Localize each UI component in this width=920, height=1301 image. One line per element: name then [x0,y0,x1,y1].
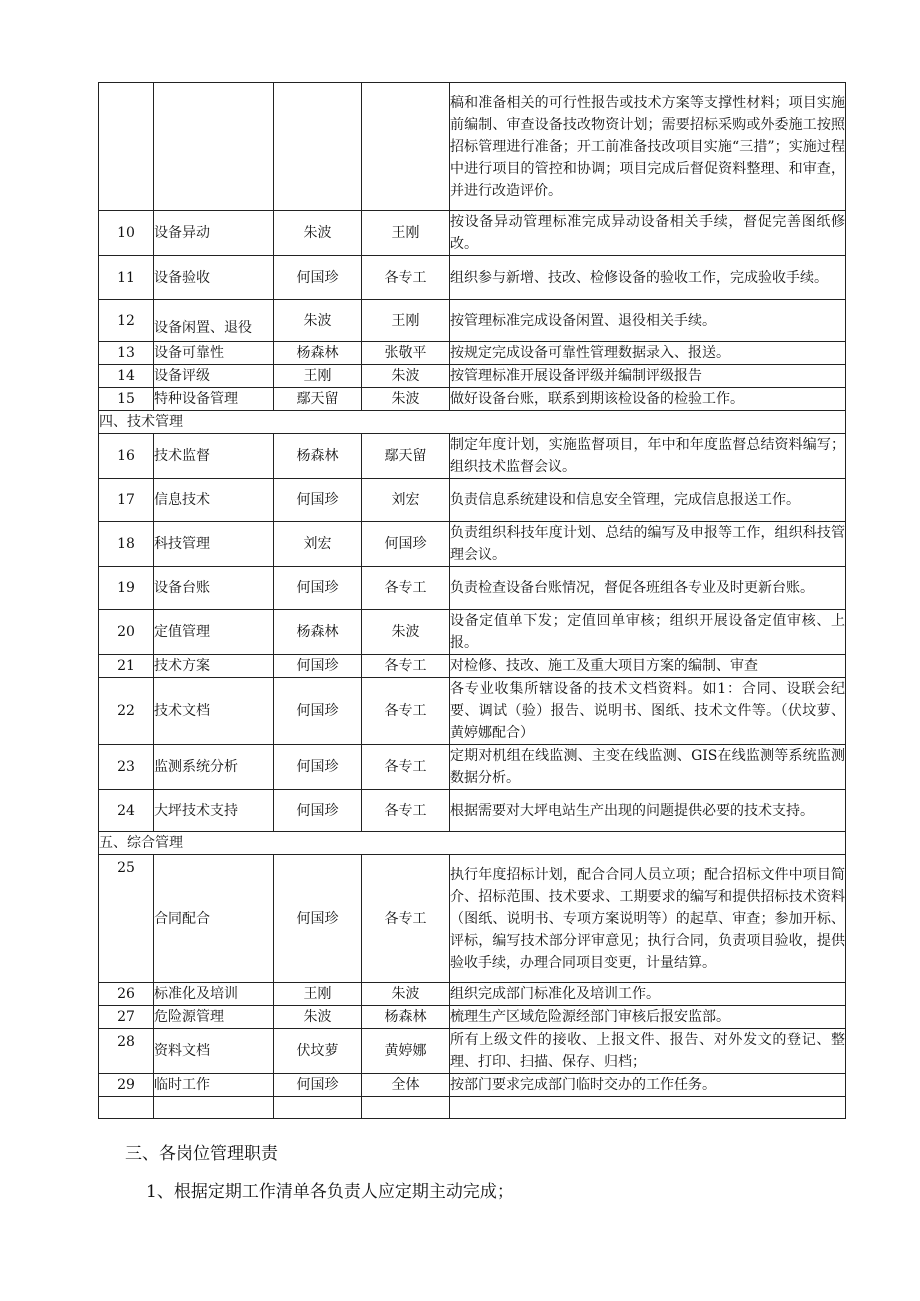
responsible-person: 鄢天留 [274,388,362,411]
assistant-person: 各专工 [362,655,450,678]
assistant-person: 各专工 [362,678,450,745]
duty-description: 设备定值单下发；定值回单审核；组织开展设备定值审核、上报。 [450,610,846,655]
responsible-person: 伏坟萝 [274,1029,362,1074]
duty-description: 根据需要对大坪电站生产出现的问题提供必要的技术支持。 [450,790,846,832]
section-row [99,411,846,434]
duty-description: 执行年度招标计划，配合合同人员立项；配合招标文件中项目简介、招标范围、技术要求、工期要求的编写和提供招标技术资料（图纸、说明书、专项方案说明等）的起草、审查；参加开标、评标，编写技术部分评审意见；执行合同，负责项目验收，提供验收手续，办理合同项目变更，计量结算。 [450,855,846,983]
table-row [99,655,846,678]
table-row [99,745,846,790]
assistant-person: 朱波 [362,983,450,1006]
row-number: 18 [99,522,154,567]
table-row [99,211,846,256]
assistant-person: 黄婷娜 [362,1029,450,1074]
assistant-person: 杨森林 [362,1006,450,1029]
table-row [99,1029,846,1074]
responsible-person: 何国珍 [274,479,362,522]
duty-description: 组织参与新增、技改、检修设备的验收工作，完成验收手续。 [450,256,846,300]
duty-item: 资料文档 [154,1029,274,1074]
table-row [99,479,846,522]
duty-description: 做好设备台账，联系到期该检设备的检验工作。 [450,388,846,411]
duty-description: 按管理标准完成设备闲置、退役相关手续。 [450,300,846,342]
row-number: 14 [99,365,154,388]
duty-description: 负责组织科技年度计划、总结的编写及申报等工作，组织科技管理会议。 [450,522,846,567]
duty-description: 负责信息系统建设和信息安全管理，完成信息报送工作。 [450,479,846,522]
row-number: 23 [99,745,154,790]
duty-description: 所有上级文件的接收、上报文件、报告、对外发文的登记、整理、打印、扫描、保存、归档； [450,1029,846,1074]
row-number: 15 [99,388,154,411]
table-row [99,342,846,365]
assistant-person: 各专工 [362,256,450,300]
table-row [99,1006,846,1029]
assistant-person: 朱波 [362,610,450,655]
row-number: 12 [99,300,154,342]
table-row [99,790,846,832]
table-row [99,678,846,745]
row-number: 17 [99,479,154,522]
duty-item: 信息技术 [154,479,274,522]
table-row [99,256,846,300]
row-number: 27 [99,1006,154,1029]
assistant-person: 刘宏 [362,479,450,522]
section-heading: 三、各岗位管理职责 [125,1144,278,1164]
responsible-person: 朱波 [274,1006,362,1029]
duty-item: 技术监督 [154,434,274,479]
duty-description: 定期对机组在线监测、主变在线监测、GIS在线监测等系统监测数据分析。 [450,745,846,790]
row-number: 24 [99,790,154,832]
responsible-person: 何国珍 [274,567,362,610]
responsible-person: 杨森林 [274,342,362,365]
responsible-person: 何国珍 [274,256,362,300]
duty-description: 组织完成部门标准化及培训工作。 [450,983,846,1006]
duty-description: 对检修、技改、施工及重大项目方案的编制、审查 [450,655,846,678]
assistant-person: 各专工 [362,790,450,832]
responsible-person: 何国珍 [274,655,362,678]
duty-item: 设备验收 [154,256,274,300]
duty-description: 按设备异动管理标准完成异动设备相关手续，督促完善图纸修改。 [450,211,846,256]
table-row [99,983,846,1006]
duty-item: 临时工作 [154,1074,274,1097]
assistant-person: 各专工 [362,567,450,610]
duty-table [98,82,846,1119]
row-number: 25 [99,855,154,983]
duty-description: 负责检查设备台账情况，督促各班组各专业及时更新台账。 [450,567,846,610]
row-number: 20 [99,610,154,655]
row-number: 11 [99,256,154,300]
empty-row [99,1097,846,1119]
responsible-person: 杨森林 [274,610,362,655]
responsible-person: 何国珍 [274,1074,362,1097]
duty-item: 设备可靠性 [154,342,274,365]
assistant-person: 张敬平 [362,342,450,365]
responsible-person: 何国珍 [274,790,362,832]
table-row [99,83,846,211]
table-row [99,855,846,983]
responsible-person: 何国珍 [274,855,362,983]
duty-item: 设备异动 [154,211,274,256]
section-title: 五、综合管理 [99,832,846,855]
duty-item: 科技管理 [154,522,274,567]
duty-description: 按规定完成设备可靠性管理数据录入、报送。 [450,342,846,365]
responsible-person: 王刚 [274,983,362,1006]
responsible-person: 何国珍 [274,678,362,745]
assistant-person: 何国珍 [362,522,450,567]
duty-item: 定值管理 [154,610,274,655]
row-number: 28 [99,1029,154,1074]
duty-item: 大坪技术支持 [154,790,274,832]
table-row [99,522,846,567]
duty-item: 设备台账 [154,567,274,610]
duty-description: 按部门要求完成部门临时交办的工作任务。 [450,1074,846,1097]
duty-item: 合同配合 [154,855,274,983]
row-number: 10 [99,211,154,256]
assistant-person: 各专工 [362,745,450,790]
responsible-person: 杨森林 [274,434,362,479]
duty-item: 危险源管理 [154,1006,274,1029]
table-row [99,365,846,388]
assistant-person: 王刚 [362,211,450,256]
duty-description: 梳理生产区域危险源经部门审核后报安监部。 [450,1006,846,1029]
table-row [99,434,846,479]
duty-description: 按管理标准开展设备评级并编制评级报告 [450,365,846,388]
table-row [99,1074,846,1097]
duty-description: 制定年度计划，实施监督项目，年中和年度监督总结资料编写；组织技术监督会议。 [450,434,846,479]
duty-description: 稿和准备相关的可行性报告或技术方案等支撑性材料；项目实施前编制、审查设备技改物资计划；需要招标采购或外委施工按照招标管理进行准备；开工前准备技改项目实施“三措”；实施过程中进行项目的管控和协调；项目完成后督促资料整理、和审查，并进行改造评价。 [450,83,846,211]
duty-item: 特种设备管理 [154,388,274,411]
duty-item: 技术方案 [154,655,274,678]
row-number: 16 [99,434,154,479]
assistant-person: 王刚 [362,300,450,342]
assistant-person: 各专工 [362,855,450,983]
row-number: 29 [99,1074,154,1097]
section-row [99,832,846,855]
responsible-person: 刘宏 [274,522,362,567]
row-number: 19 [99,567,154,610]
row-number: 13 [99,342,154,365]
assistant-person: 全体 [362,1074,450,1097]
duty-item: 设备评级 [154,365,274,388]
row-number: 22 [99,678,154,745]
duty-item: 设备闲置、退役 [154,300,274,342]
responsible-person: 朱波 [274,300,362,342]
duty-item: 监测系统分析 [154,745,274,790]
paragraph: 1、根据定期工作清单各负责人应定期主动完成； [146,1182,514,1202]
table-row [99,610,846,655]
responsible-person: 何国珍 [274,745,362,790]
table-row [99,388,846,411]
row-number: 26 [99,983,154,1006]
assistant-person: 朱波 [362,365,450,388]
responsible-person: 王刚 [274,365,362,388]
assistant-person: 鄢天留 [362,434,450,479]
assistant-person: 朱波 [362,388,450,411]
responsible-person: 朱波 [274,211,362,256]
row-number: 21 [99,655,154,678]
section-title: 四、技术管理 [99,411,846,434]
duty-item: 技术文档 [154,678,274,745]
duty-description: 各专业收集所辖设备的技术文档资料。如1：合同、设联会纪要、调试（验）报告、说明书、图纸、技术文件等。（伏坟萝、黄婷娜配合） [450,678,846,745]
table-row [99,567,846,610]
duty-item: 标准化及培训 [154,983,274,1006]
table-row [99,300,846,342]
